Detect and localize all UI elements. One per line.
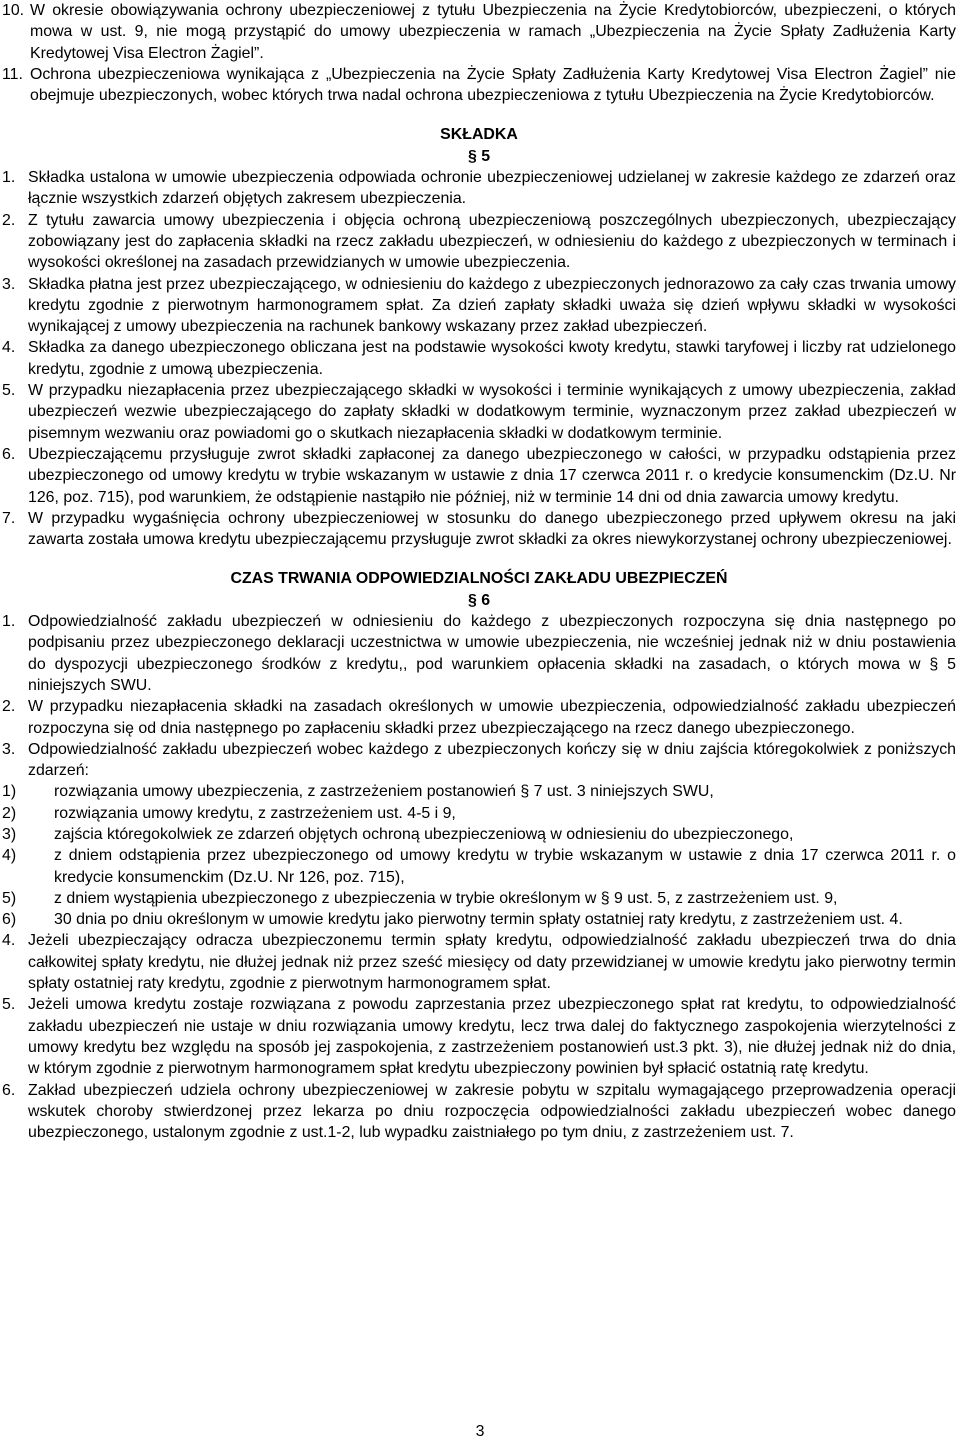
item-number: 5. <box>2 996 16 1014</box>
item-number: 3. <box>2 740 16 758</box>
item-text: Jeżeli ubezpieczający odracza ubezpieczonemu termin spłaty kredytu, odpowiedzialność zakładu ubezpieczeń trwa do dnia całkowitej spłaty kredytu, nie dłużej jednak niż przez sześć miesięcy od daty przewidzianej w umowie kredytu jako pierwotny termin spłaty ostatniej raty kredytu, zgodnie z pierwotnym harmonogramem spłat. <box>28 932 956 993</box>
section-czas-trwania <box>0 568 960 1143</box>
list-item <box>2 1080 956 1144</box>
sub-list-item <box>2 909 956 930</box>
list-item <box>2 444 956 508</box>
item-text: Ubezpieczającemu przysługuje zwrot składki zapłaconej za danego ubezpieczonego w całości, w przypadku odstąpienia przez ubezpieczonego od umowy kredytu w trybie wskazanym w ustawie z dnia 17 czerwca 2011 r. o kredycie konsumenckim (Dz.U. Nr 126, poz. 715), pod warunkiem, że odstąpienie nastąpiło nie później, niż w terminie 14 dni od dnia zawarcia umowy kredytu. <box>28 445 956 506</box>
page-number: 3 <box>475 1423 485 1440</box>
list-item <box>2 611 956 696</box>
sub-item-text: 30 dnia po dniu określonym w umowie kredytu jako pierwotny termin spłaty ostatniej raty kredytu, z zastrzeżeniem ust. 4. <box>54 911 903 929</box>
list-item <box>2 739 956 782</box>
section-skladka <box>0 124 960 550</box>
sub-list-item <box>2 781 956 802</box>
sub-item-number: 3) <box>2 825 17 843</box>
item-number: 1. <box>2 613 16 631</box>
list-item <box>2 64 956 107</box>
section-top <box>0 0 960 106</box>
list-item <box>2 696 956 739</box>
paragraph-number: § 6 <box>467 591 491 609</box>
sub-item-text: z dniem odstąpienia przez ubezpieczonego od umowy kredytu w trybie wskazanym w ustawie z dnia 17 czerwca 2011 r. o kredycie konsumenckim (Dz.U. Nr 126, poz. 715), <box>54 847 956 886</box>
section-heading: SKŁADKA <box>440 126 518 144</box>
list-item <box>2 210 956 274</box>
list-item <box>2 274 956 338</box>
list-item <box>2 380 956 444</box>
item-number: 10. <box>2 2 25 19</box>
sub-item-text: rozwiązania umowy ubezpieczenia, z zastrzeżeniem postanowień § 7 ust. 3 niniejszych SWU, <box>54 783 714 801</box>
item-number: 3. <box>2 275 16 293</box>
item-text: Składka za danego ubezpieczonego obliczana jest na podstawie wysokości kwoty kredytu, stawki taryfowej i liczby rat udzielonego kredytu, zgodnie z umową ubezpieczenia. <box>28 339 956 378</box>
paragraph-number: § 5 <box>467 147 491 165</box>
sub-list-item <box>2 845 956 888</box>
item-text: Składka płatna jest przez ubezpieczającego, w odniesieniu do każdego z ubezpieczonych jednorazowo za cały czas trwania umowy kredytu zgodnie z pierwotnym harmonogramem spłat. Za dzień zapłaty składki uważa się dzień wpływu składki w wysokości wynikającej z umowy ubezpieczenia na rachunek bankowy wskazany przez zakład ubezpieczeń. <box>28 275 956 336</box>
list-item <box>2 930 956 994</box>
item-number: 4. <box>2 339 16 357</box>
item-number: 1. <box>2 169 16 187</box>
list-item <box>2 0 956 64</box>
sub-item-text: zajścia któregokolwiek ze zdarzeń objętych ochroną ubezpieczeniową w odniesieniu do ubezpieczonego, <box>54 825 794 843</box>
section-heading: CZAS TRWANIA ODPOWIEDZIALNOŚCI ZAKŁADU UBEZPIECZEŃ <box>230 570 728 588</box>
item-number: 6. <box>2 445 16 463</box>
item-text: W okresie obowiązywania ochrony ubezpieczeniowej z tytułu Ubezpieczenia na Życie Kredytobiorców, ubezpieczeni, o których mowa w ust. 9, nie mogą przystąpić do umowy ubezpieczenia w ramach „Ubezpieczenia na Życie Spłaty Zadłużenia Karty Kredytowej Visa Electron Żagiel”. <box>30 2 956 62</box>
list-item <box>2 508 956 551</box>
item-number: 6. <box>2 1081 16 1099</box>
list-item <box>2 337 956 380</box>
item-number: 11. <box>2 65 23 83</box>
item-text: W przypadku wygaśnięcia ochrony ubezpieczeniowej w stosunku do danego ubezpieczonego przed upływem okresu na jaki zawarta została umowa kredytu ubezpieczającemu przysługuje zwrot składki za okres niewykorzystanej ochrony ubezpieczeniowej. <box>28 509 956 549</box>
item-text: Składka ustalona w umowie ubezpieczenia odpowiada ochronie ubezpieczeniowej udzielanej w zakresie każdego ze zdarzeń oraz łącznie wszystkich zdarzeń objętych zakresem ubezpieczenia. <box>28 169 956 208</box>
item-number: 4. <box>2 932 16 950</box>
item-text: Ochrona ubezpieczeniowa wynikająca z „Ubezpieczenia na Życie Spłaty Zadłużenia Karty Kredytowej Visa Electron Żagiel” nie obejmuje ubezpieczonych, wobec których trwa nadal ochrona ubezpieczeniowa z tytułu Ubezpieczenia na Życie Kredytobiorców. <box>30 65 956 105</box>
sub-item-number: 4) <box>2 847 17 865</box>
item-number: 2. <box>2 698 16 716</box>
item-text: Odpowiedzialność zakładu ubezpieczeń w odniesieniu do każdego z ubezpieczonych rozpoczyna się dnia następnego po podpisaniu przez ubezpieczonego deklaracji uczestnictwa w umowie ubezpieczenia, nie wcześniej jednak niż w dniu postawienia do dyspozycji ubezpieczonego środków z kredytu,, pod warunkiem opłacenia składki na zasadach, o których mowa w § 5 niniejszych SWU. <box>28 613 956 694</box>
sub-list-item <box>2 888 956 909</box>
list-item <box>2 167 956 210</box>
sub-item-number: 2) <box>2 804 17 822</box>
sub-item-text: rozwiązania umowy kredytu, z zastrzeżeniem ust. 4-5 i 9, <box>54 804 456 822</box>
sub-list <box>2 781 956 930</box>
item-number: 5. <box>2 382 16 400</box>
sub-list-item <box>2 803 956 824</box>
sub-item-number: 5) <box>2 889 17 907</box>
item-text: W przypadku niezapłacenia składki na zasadach określonych w umowie ubezpieczenia, odpowiedzialność zakładu ubezpieczeń rozpoczyna się od dnia następnego po zapłaceniu składki przez ubezpieczającego na rzecz danego ubezpieczonego. <box>28 698 956 737</box>
sub-item-text: z dniem wystąpienia ubezpieczonego z ubezpieczenia w trybie określonym w § 9 ust. 5, z zastrzeżeniem ust. 9, <box>54 889 838 907</box>
item-number: 7. <box>2 509 16 527</box>
sub-item-number: 6) <box>2 911 17 929</box>
item-text: W przypadku niezapłacenia przez ubezpieczającego składki w wysokości i terminie wynikających z umowy ubezpieczenia, zakład ubezpieczeń wezwie ubezpieczającego do zapłaty składki w dodatkowym terminie, wyznaczonym przez zakład ubezpieczeń w pisemnym wezwaniu oraz powiadomi go o skutkach niezapłacenia składki w dodatkowym terminie. <box>28 382 956 442</box>
item-text: Zakład ubezpieczeń udziela ochrony ubezpieczeniowej w zakresie pobytu w szpitalu wymagającego przeprowadzenia operacji wskutek choroby stwierdzonej przez lekarza po dniu rozpoczęcia odpowiedzialności zakładu ubezpieczeń wobec danego ubezpieczonego, ustalonym zgodnie z ust.1-2, lub wypadku zaistniałego po tym dniu, z zastrzeżeniem ust. 7. <box>28 1081 956 1142</box>
item-text: Z tytułu zawarcia umowy ubezpieczenia i objęcia ochroną ubezpieczeniową poszczególnych ubezpieczonych, ubezpieczający zobowiązany jest do zapłacenia składki na rzecz zakładu ubezpieczeń, w odniesieniu do każdego z ubezpieczonych w terminach i wysokości określonej na zasadach przewidzianych w umowie ubezpieczenia. <box>28 211 956 272</box>
list-item <box>2 994 956 1079</box>
item-text: Odpowiedzialność zakładu ubezpieczeń wobec każdego z ubezpieczonych kończy się w dniu zajścia któregokolwiek z poniższych zdarzeń: <box>28 740 956 780</box>
item-text: Jeżeli umowa kredytu zostaje rozwiązana z powodu zaprzestania przez ubezpieczonego spłat rat kredytu, to odpowiedzialność zakładu ubezpieczeń nie ustaje w dniu rozwiązania umowy kredytu, lecz trwa dalej do faktycznego zaspokojenia wierzytelności z umowy kredytu bez względu na sposób jej zaspokojenia, z zastrzeżeniem postanowień ust.3 pkt. 3), nie dłużej jednak niż do dnia, w którym zgodnie z pierwotnym harmonogramem spłat kredytu ubezpieczony powinien był spłacić ostatnią ratę kredytu. <box>28 996 956 1078</box>
sub-item-number: 1) <box>2 783 17 801</box>
sub-list-item <box>2 824 956 845</box>
item-number: 2. <box>2 211 16 229</box>
